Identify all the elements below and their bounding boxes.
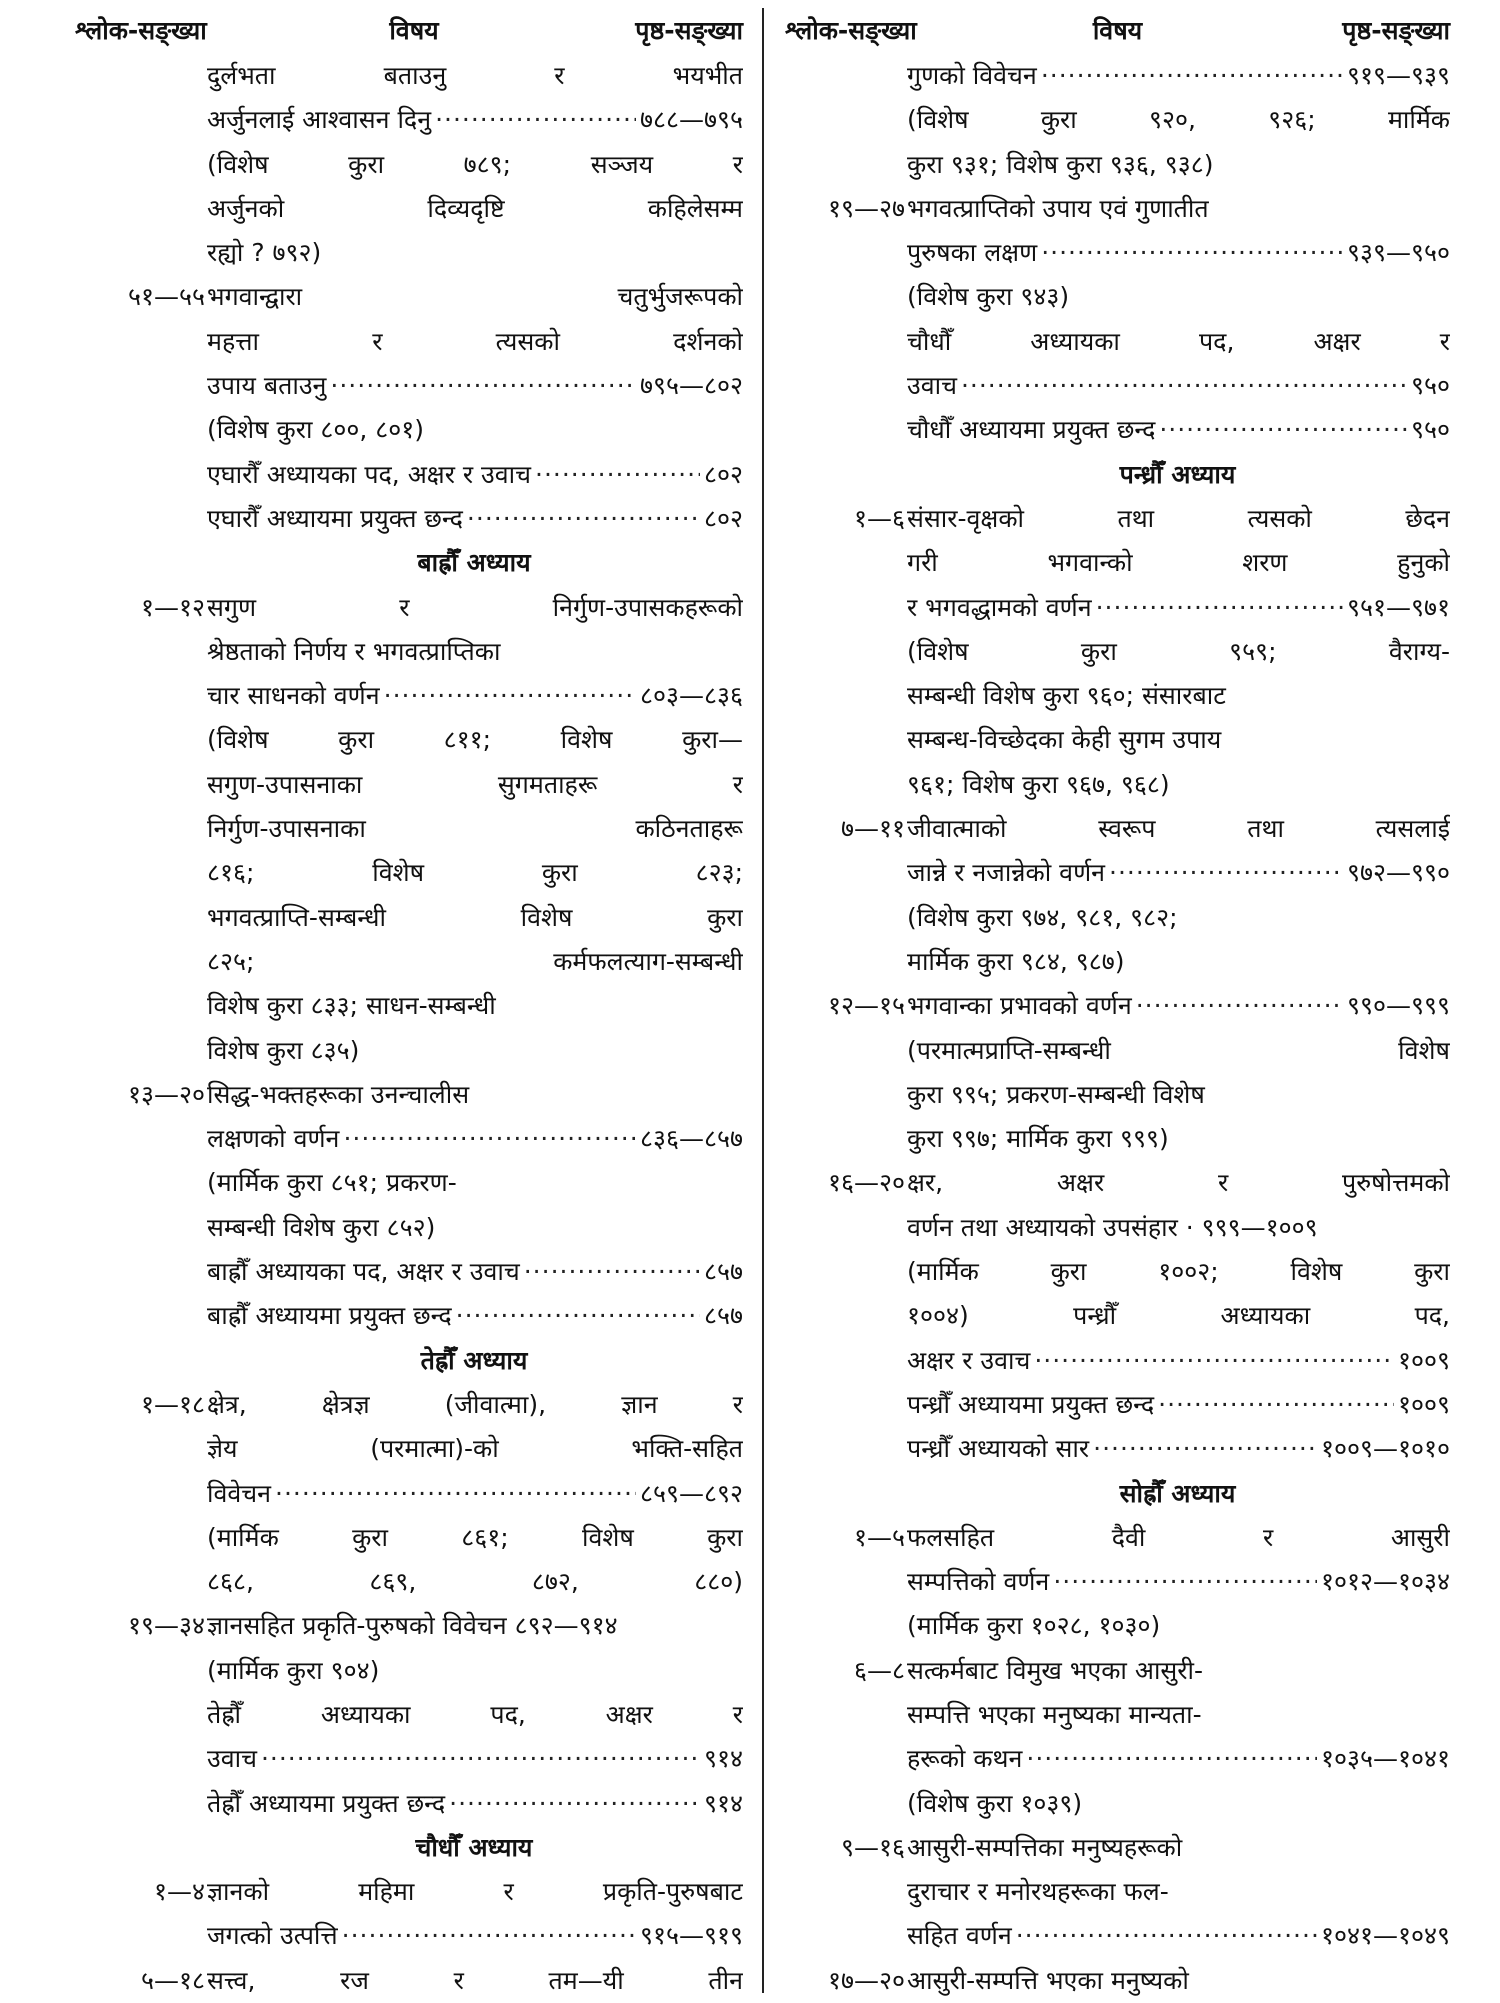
dot-leader (1053, 1560, 1317, 1604)
entry-subject: (मार्मिक कुरा ८५१; प्रकरण- (207, 1168, 457, 1198)
index-entry (85, 275, 743, 319)
entry-subject: (विशेष कुरा ९७४, ९८१, ९८२; (907, 902, 1178, 932)
index-entry (785, 497, 1450, 541)
index-entry (85, 674, 743, 718)
entry-subject: चौधौँ अध्यायका पद, अक्षर र (907, 326, 1450, 356)
index-entry (85, 497, 743, 541)
entry-subject: निर्गुण-उपासनाका कठिनताहरू (207, 814, 743, 844)
entry-subject: भगवत्प्राप्तिको उपाय एवं गुणातीत (907, 193, 1209, 223)
header-verse-count: श्लोक-सङ्ख्या (785, 16, 917, 45)
entry-subject: ज्ञानको महिमा र प्रकृति-पुरुषबाट (207, 1877, 743, 1907)
header-subject: विषय (1092, 16, 1143, 45)
page-range: ७८८—७९५ (639, 105, 743, 135)
entry-subject: लक्षणको वर्णन (207, 1124, 340, 1154)
dot-leader (449, 1782, 700, 1826)
entry-subject: ज्ञेय (परमात्मा)-को भक्ति-सहित (207, 1434, 743, 1464)
index-entry (785, 1117, 1450, 1161)
index-entry (785, 1250, 1450, 1294)
entry-subject: ९६१; विशेष कुरा ९६७, ९६८) (907, 769, 1170, 799)
verse-range: १—४ (153, 1877, 205, 1907)
dot-leader (275, 1472, 636, 1516)
index-entry (85, 453, 743, 497)
dot-leader (456, 1294, 700, 1338)
entry-subject: भगवान्द्वारा चतुर्भुजरूपको (207, 282, 743, 312)
entry-subject: आसुरी-सम्पत्ति भएका मनुष्यको (907, 1965, 1189, 1995)
entry-subject: सत्त्व, रज र तम—यी तीन (207, 1965, 743, 1995)
index-entry (785, 1161, 1450, 1205)
index-entry (85, 1250, 743, 1294)
dot-leader (1096, 586, 1343, 630)
index-entry (85, 940, 743, 984)
index-entry (785, 1649, 1450, 1693)
entry-subject: मार्मिक कुरा ९८४, ९८७) (907, 946, 1125, 976)
dot-leader (1159, 408, 1407, 452)
entry-subject: सम्बन्ध-विच्छेदका केही सुगम उपाय (907, 725, 1222, 755)
entry-subject: एघारौँ अध्यायका पद, अक्षर र उवाच (207, 459, 532, 489)
dot-leader (961, 364, 1407, 408)
index-entry (85, 187, 743, 231)
page-range: ९१५—९१९ (639, 1921, 743, 1951)
page-range: ९१४ (703, 1788, 743, 1818)
page-range: ८०२ (703, 503, 743, 533)
entry-subject: क्षर, अक्षर र पुरुषोत्तमको (907, 1168, 1450, 1198)
index-entry (85, 807, 743, 851)
verse-range: १९—३४ (127, 1611, 205, 1641)
index-entry (785, 896, 1450, 940)
index-entry (85, 408, 743, 452)
entry-subject: (विशेष कुरा १०३९) (907, 1788, 1083, 1818)
index-entry (85, 1959, 743, 2003)
verse-range: १२—१५ (827, 991, 905, 1021)
entry-subject: पन्ध्रौँ अध्यायमा प्रयुक्त छन्द (907, 1389, 1155, 1419)
index-entry (85, 851, 743, 895)
page-range: १००९—१०१० (1320, 1434, 1450, 1464)
dot-leader (1093, 1427, 1317, 1471)
index-entry (785, 1870, 1450, 1914)
entry-subject: भगवत्प्राप्ति-सम्बन्धी विशेष कुरा (207, 902, 743, 932)
entry-subject: उवाच (207, 1744, 257, 1774)
page-range: १०४१—१०४९ (1320, 1921, 1450, 1951)
entry-subject: (विशेष कुरा ९५९; वैराग्य- (907, 636, 1450, 666)
entry-subject: (परमात्मप्राप्ति-सम्बन्धी विशेष (907, 1035, 1450, 1065)
page-range: ८५७ (703, 1257, 743, 1287)
left-column (75, 8, 743, 2003)
entry-subject: (विशेष कुरा ८००, ८०१) (207, 415, 425, 445)
index-entry (785, 541, 1450, 585)
entry-subject: अक्षर र उवाच (907, 1345, 1031, 1375)
entry-subject: (विशेष कुरा ९२०, ९२६; मार्मिक (907, 105, 1450, 135)
index-entry (785, 1516, 1450, 1560)
column-header (785, 8, 1450, 54)
entry-subject: तेह्रौँ अध्यायका पद, अक्षर र (207, 1699, 743, 1729)
index-entry (785, 1206, 1450, 1250)
verse-range: १—५ (853, 1522, 905, 1552)
page-range: ७९५—८०२ (639, 371, 743, 401)
entry-subject: दुराचार र मनोरथहरूका फल- (907, 1877, 1169, 1907)
entry-subject: रह्यो ? ७९२) (207, 238, 322, 268)
dot-leader (1034, 1339, 1394, 1383)
page-range: ९९०—९९९ (1346, 991, 1450, 1021)
dot-leader (1109, 851, 1343, 895)
index-entry (785, 586, 1450, 630)
index-entry (785, 1383, 1450, 1427)
verse-range: १—१२ (140, 592, 205, 622)
verse-range: ९—१६ (840, 1832, 905, 1862)
entry-subject: विवेचन (207, 1478, 272, 1508)
index-entry (785, 1604, 1450, 1648)
entry-subject: सम्बन्धी विशेष कुरा ८५२) (207, 1212, 436, 1242)
index-entry (85, 1294, 743, 1338)
entry-subject: आसुरी-सम्पत्तिका मनुष्यहरूको (907, 1832, 1183, 1862)
verse-range: १३—२० (127, 1079, 205, 1109)
page-range: ९७२—९९० (1346, 858, 1450, 888)
verse-range: १—१८ (140, 1389, 205, 1419)
index-entry (785, 1737, 1450, 1781)
dot-leader (261, 1737, 700, 1781)
left-entries (85, 54, 743, 2003)
page-range: १००९ (1397, 1389, 1450, 1419)
index-entry (785, 187, 1450, 231)
index-entry (785, 54, 1450, 98)
entry-subject: १००४) पन्ध्रौँ अध्यायका पद, (907, 1301, 1450, 1331)
entry-subject: सम्पत्तिको वर्णन (907, 1567, 1050, 1597)
page-range: ८३६—८५७ (639, 1124, 743, 1154)
entry-subject: कुरा ९३१; विशेष कुरा ९३६, ९३८) (907, 149, 1214, 179)
page-range: ९५१—९७१ (1346, 592, 1450, 622)
index-entry (85, 320, 743, 364)
entry-subject: श्रेष्ठताको निर्णय र भगवत्प्राप्तिका (207, 636, 501, 666)
dot-leader (1026, 1737, 1317, 1781)
entry-subject: चार साधनको वर्णन (207, 681, 380, 711)
page-range: ९५० (1410, 415, 1450, 445)
entry-subject: बाह्रौँ अध्यायका पद, अक्षर र उवाच (207, 1257, 520, 1287)
entry-subject: जान्ने र नजान्नेको वर्णन (907, 858, 1106, 888)
index-entry (85, 1073, 743, 1117)
chapter-heading: सोह्रौँ अध्याय (1119, 1478, 1236, 1508)
index-entry (785, 275, 1450, 319)
entry-subject: भगवान्का प्रभावको वर्णन (907, 991, 1132, 1021)
chapter-heading: चौधौँ अध्याय (415, 1832, 533, 1862)
entry-subject: जगत्को उत्पत्ति (207, 1921, 338, 1951)
page-range: ९१९—९३९ (1346, 61, 1450, 90)
index-entry (85, 1383, 743, 1427)
header-page-count: पृष्ठ-सङ्ख्या (635, 16, 743, 45)
entry-subject: वर्णन तथा अध्यायको उपसंहार · ९९९—१००९ (907, 1212, 1318, 1242)
index-entry (85, 984, 743, 1028)
index-entry (785, 320, 1450, 364)
dot-leader (435, 98, 636, 142)
index-entry (785, 984, 1450, 1028)
index-entry (85, 143, 743, 187)
index-entry (85, 98, 743, 142)
index-entry (85, 231, 743, 275)
index-entry (85, 1693, 743, 1737)
index-entry (85, 54, 743, 98)
page-range: ८०३—८३६ (639, 681, 743, 711)
entry-subject: ८६८, ८६९, ८७२, ८८०) (207, 1567, 743, 1597)
index-entry (785, 1826, 1450, 1870)
right-entries (785, 54, 1450, 2003)
entry-subject: अर्जुनलाई आश्वासन दिनु (207, 105, 432, 135)
entry-subject: सत्कर्मबाट विमुख भएका आसुरी- (907, 1655, 1204, 1685)
index-entry (85, 1560, 743, 1604)
column-divider (762, 8, 764, 1993)
index-entry (785, 851, 1450, 895)
entry-subject: गरी भगवान्को शरण हुनुको (907, 548, 1450, 578)
dot-leader (1041, 54, 1343, 98)
index-entry (785, 1427, 1450, 1471)
entry-subject: पन्ध्रौँ अध्यायको सार (907, 1434, 1090, 1464)
index-entry (785, 1782, 1450, 1826)
index-entry (85, 1782, 743, 1826)
entry-subject: सगुण-उपासनाका सुगमताहरू र (207, 769, 743, 799)
index-entry (785, 1959, 1450, 2003)
entry-subject: सगुण र निर्गुण-उपासकहरूको (207, 592, 743, 622)
right-column (785, 8, 1450, 2003)
index-entry (785, 364, 1450, 408)
entry-subject: विशेष कुरा ८३५) (207, 1035, 360, 1065)
entry-subject: सम्पत्ति भएका मनुष्यका मान्यता- (907, 1699, 1202, 1729)
entry-subject: महत्ता र त्यसको दर्शनको (207, 326, 743, 356)
index-entry (85, 763, 743, 807)
page-range: १००९ (1397, 1345, 1450, 1375)
entry-subject: (मार्मिक कुरा ९०४) (207, 1655, 380, 1685)
index-entry (785, 763, 1450, 807)
header-page-count: पृष्ठ-सङ्ख्या (1342, 16, 1450, 45)
dot-leader (1016, 1914, 1317, 1958)
entry-subject: चौधौँ अध्यायमा प्रयुक्त छन्द (907, 415, 1156, 445)
page-range: ८०२ (703, 459, 743, 489)
entry-subject: ८१६; विशेष कुरा ८२३; (207, 858, 743, 888)
index-entry (85, 1604, 743, 1648)
header-subject: विषय (389, 16, 439, 45)
page-range: १०१२—१०३४ (1320, 1567, 1450, 1597)
index-entry (85, 1516, 743, 1560)
index-entry (785, 1029, 1450, 1073)
index-entry (785, 231, 1450, 275)
index-entry (785, 1294, 1450, 1338)
verse-range: ७—११ (840, 814, 905, 844)
entry-subject: (विशेष कुरा ७८९; सञ्जय र (207, 149, 743, 179)
chapter-heading: बाह्रौँ अध्याय (417, 548, 531, 578)
index-entry (85, 1427, 743, 1471)
index-entry (85, 896, 743, 940)
index-entry (85, 1206, 743, 1250)
index-entry (85, 364, 743, 408)
index-entry (785, 98, 1450, 142)
index-entry (85, 586, 743, 630)
index-entry (85, 1649, 743, 1693)
index-entry (785, 1339, 1450, 1383)
dot-leader (342, 1914, 636, 1958)
index-entry (85, 1117, 743, 1161)
entry-subject: एघारौँ अध्यायमा प्रयुक्त छन्द (207, 503, 463, 533)
index-entry (785, 1914, 1450, 1958)
verse-range: १७—२० (827, 1965, 905, 1995)
chapter-heading: तेह्रौँ अध्याय (420, 1345, 528, 1375)
chapter-heading: पन्ध्रौँ अध्याय (1119, 459, 1236, 489)
index-entry (785, 630, 1450, 674)
entry-subject: हरूको कथन (907, 1744, 1023, 1774)
entry-subject: (विशेष कुरा ८११; विशेष कुरा— (207, 725, 743, 755)
page-range: ८५७ (703, 1301, 743, 1331)
index-entry (785, 807, 1450, 851)
index-entry (785, 940, 1450, 984)
verse-range: ५१—५५ (127, 282, 205, 312)
index-entry (785, 1560, 1450, 1604)
entry-subject: क्षेत्र, क्षेत्रज्ञ (जीवात्मा), ज्ञान र (207, 1389, 743, 1419)
entry-subject: फलसहित दैवी र आसुरी (907, 1522, 1450, 1552)
entry-subject: विशेष कुरा ८३३; साधन-सम्बन्धी (207, 991, 496, 1021)
page-range: ९५० (1410, 371, 1450, 401)
entry-subject: सहित वर्णन (907, 1921, 1012, 1951)
index-entry (785, 1693, 1450, 1737)
dot-leader (524, 1250, 700, 1294)
entry-subject: बाह्रौँ अध्यायमा प्रयुक्त छन्द (207, 1301, 452, 1331)
verse-range: १—६ (853, 503, 905, 533)
dot-leader (330, 364, 636, 408)
entry-subject: (मार्मिक कुरा १०२८, १०३०) (907, 1611, 1161, 1641)
entry-subject: (मार्मिक कुरा १००२; विशेष कुरा (907, 1257, 1450, 1287)
dot-leader (384, 674, 636, 718)
page-range: १०३५—१०४१ (1320, 1744, 1450, 1774)
dot-leader (535, 453, 700, 497)
page-range: ९१४ (703, 1744, 743, 1774)
dot-leader (343, 1117, 636, 1161)
index-entry (85, 1161, 743, 1205)
entry-subject: उवाच (907, 371, 957, 401)
entry-subject: (मार्मिक कुरा ८६१; विशेष कुरा (207, 1522, 743, 1552)
index-entry (85, 1914, 743, 1958)
dot-leader (1136, 984, 1343, 1028)
column-header (75, 8, 743, 54)
verse-range: १९—२७ (827, 193, 905, 223)
index-entry (785, 718, 1450, 762)
index-entry (85, 1472, 743, 1516)
entry-subject: अर्जुनको दिव्यदृष्टि कहिलेसम्म (207, 193, 743, 223)
entry-subject: जीवात्माको स्वरूप तथा त्यसलाई (907, 814, 1450, 844)
index-entry (785, 1073, 1450, 1117)
dot-leader (1041, 231, 1343, 275)
entry-subject: गुणको विवेचन (907, 61, 1037, 90)
index-entry (85, 1870, 743, 1914)
entry-subject: सम्बन्धी विशेष कुरा ९६०; संसारबाट (907, 681, 1226, 711)
verse-range: ५—१८ (140, 1965, 205, 1995)
index-entry (785, 674, 1450, 718)
index-entry (785, 408, 1450, 452)
verse-range: ६—८ (853, 1655, 905, 1685)
entry-subject: संसार-वृक्षको तथा त्यसको छेदन (907, 503, 1450, 533)
entry-subject: दुर्लभता बताउनु र भयभीत (207, 61, 743, 90)
dot-leader (1158, 1383, 1394, 1427)
page-range: ९३९—९५० (1346, 238, 1450, 268)
entry-subject: पुरुषका लक्षण (907, 238, 1038, 268)
entry-subject: कुरा ९९५; प्रकरण-सम्बन्धी विशेष (907, 1079, 1205, 1109)
index-entry (85, 1737, 743, 1781)
entry-subject: ज्ञानसहित प्रकृति-पुरुषको विवेचन ८९२—९१४ (207, 1611, 618, 1641)
index-entry (85, 718, 743, 762)
index-entry (85, 1029, 743, 1073)
entry-subject: तेह्रौँ अध्यायमा प्रयुक्त छन्द (207, 1788, 446, 1818)
entry-subject: कुरा ९९७; मार्मिक कुरा ९९९) (907, 1124, 1169, 1154)
entry-subject: सिद्ध-भक्तहरूका उनन्चालीस (207, 1079, 470, 1109)
entry-subject: (विशेष कुरा ९४३) (907, 282, 1070, 312)
page-range: ८५९—८९२ (639, 1478, 743, 1508)
dot-leader (467, 497, 700, 541)
index-entry (785, 143, 1450, 187)
index-entry (85, 630, 743, 674)
entry-subject: ८२५; कर्मफलत्याग-सम्बन्धी (207, 946, 743, 976)
entry-subject: र भगवद्धामको वर्णन (907, 592, 1092, 622)
entry-subject: उपाय बताउनु (207, 371, 327, 401)
header-verse-count: श्लोक-सङ्ख्या (75, 16, 207, 45)
verse-range: १६—२० (827, 1168, 905, 1198)
